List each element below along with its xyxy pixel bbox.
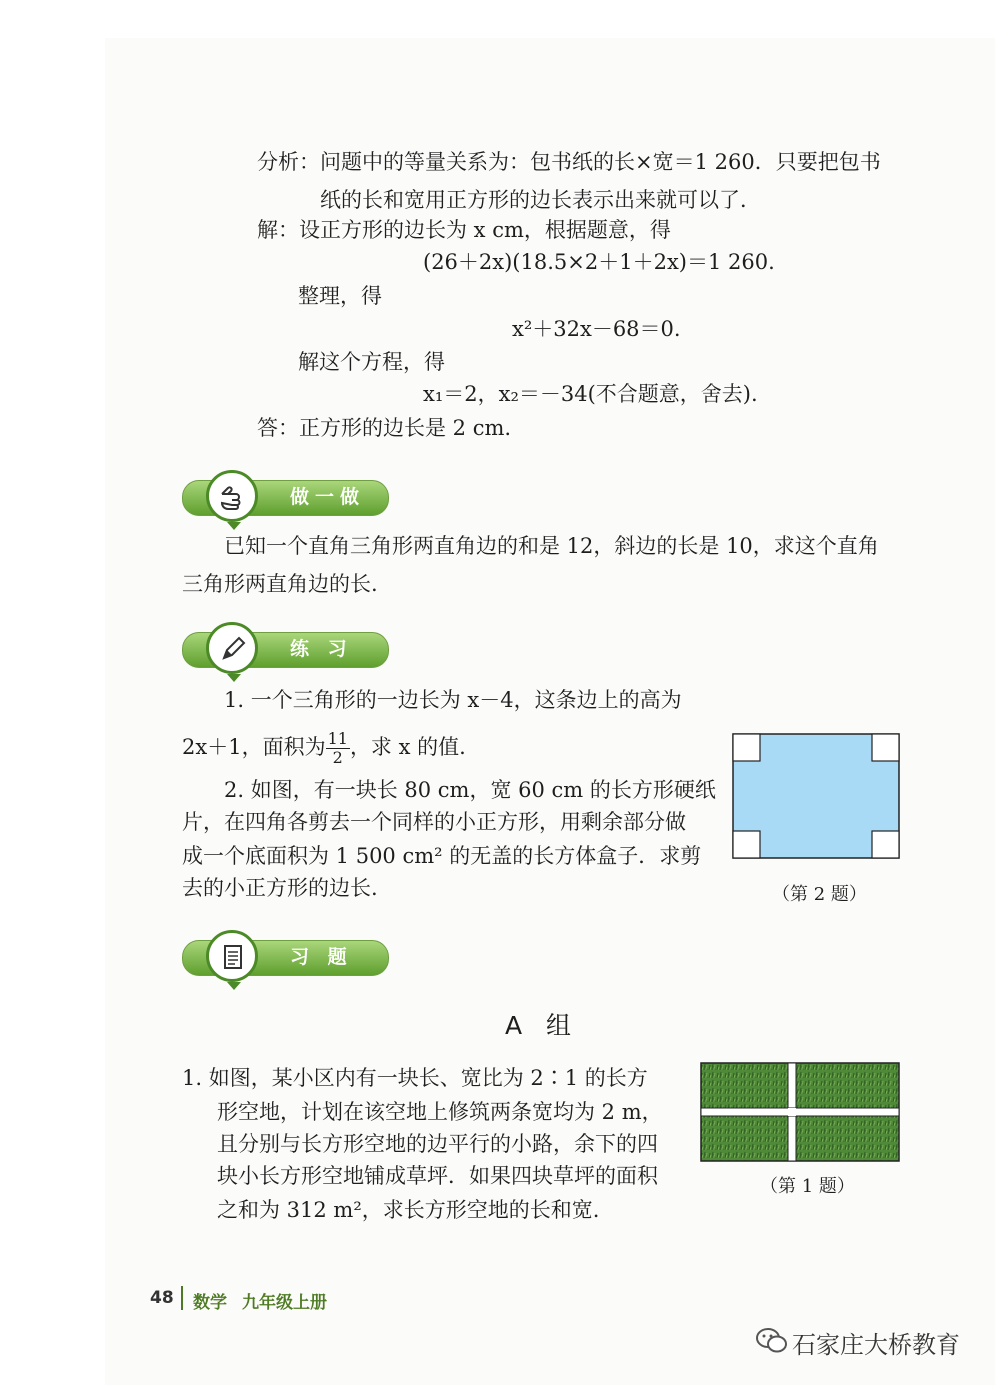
banner-notch xyxy=(227,674,241,682)
figure-2-caption: （第 2 题） xyxy=(772,884,867,905)
figure-1-caption: （第 1 题） xyxy=(760,1176,855,1197)
notepad-icon xyxy=(206,930,258,982)
do-task-line-2: 三角形两直角边的长. xyxy=(182,572,378,596)
fraction-denominator: 2 xyxy=(332,748,343,767)
fraction-numerator: 11 xyxy=(327,729,348,748)
equation-2: x²＋32x－68＝0. xyxy=(512,317,681,341)
group-a-q1-line-5: 之和为 312 m²，求长方形空地的长和宽. xyxy=(217,1198,600,1222)
corner-square xyxy=(872,734,899,761)
corner-square xyxy=(733,734,760,761)
solution-answer: 答：正方形的边长是 2 cm. xyxy=(257,416,512,440)
solution-intro: 解：设正方形的边长为 x cm，根据题意，得 xyxy=(257,218,671,242)
path-cross xyxy=(788,1108,796,1116)
hand-icon xyxy=(206,470,258,522)
banner-label: 练 习 xyxy=(290,638,353,660)
practice-q1-text-a: 2x＋1，面积为 xyxy=(182,735,326,759)
footer-divider xyxy=(181,1286,183,1310)
analysis-line-1: 分析：问题中的等量关系为：包书纸的长×宽＝1 260．只要把包书 xyxy=(257,150,881,174)
practice-q2-line-4: 去的小正方形的边长. xyxy=(182,876,378,900)
practice-q2-line-3: 成一个底面积为 1 500 cm² 的无盖的长方体盒子．求剪 xyxy=(182,844,702,868)
fraction xyxy=(326,730,350,767)
horizontal-path xyxy=(701,1108,899,1116)
banner-exercises xyxy=(182,930,392,992)
banner-notch xyxy=(227,982,241,990)
practice-q1-text-b: ，求 x 的值. xyxy=(349,735,466,759)
corner-square xyxy=(733,831,760,858)
equation-3: x₁＝2，x₂＝－34(不合题意，舍去). xyxy=(423,382,758,406)
group-a-title: A 组 xyxy=(505,1011,580,1040)
solution-step-2: 解这个方程，得 xyxy=(298,350,445,374)
banner-do xyxy=(182,470,392,532)
banner-label: 习 题 xyxy=(290,946,353,968)
equation-1: (26＋2x)(18.5×2＋1＋2x)＝1 260. xyxy=(423,250,775,274)
lawn-figure xyxy=(700,1062,900,1162)
group-a-q1-line-4: 块小长方形空地铺成草坪．如果四块草坪的面积 xyxy=(217,1164,658,1188)
group-a-q1-line-3: 且分别与长方形空地的边平行的小路，余下的四 xyxy=(217,1132,658,1156)
banner-notch xyxy=(227,522,241,530)
watermark-text: 石家庄大桥教育 xyxy=(792,1331,960,1359)
banner-label: 做一做 xyxy=(290,486,366,508)
analysis-line-2: 纸的长和宽用正方形的边长表示出来就可以了． xyxy=(320,188,761,212)
cardboard-figure xyxy=(732,733,900,859)
solution-step-1: 整理，得 xyxy=(298,284,382,308)
practice-q2-line-1: 2. 如图，有一块长 80 cm，宽 60 cm 的长方形硬纸 xyxy=(224,778,716,802)
practice-q2-line-2: 片，在四角各剪去一个同样的小正方形，用剩余部分做 xyxy=(182,810,686,834)
footer-grade: 九年级上册 xyxy=(242,1293,327,1313)
do-task-line-1: 已知一个直角三角形两直角边的和是 12，斜边的长是 10，求这个直角 xyxy=(224,534,879,558)
banner-practice xyxy=(182,622,392,684)
practice-q1-line-2 xyxy=(182,730,466,767)
practice-q1-line-1: 1. 一个三角形的一边长为 x－4，这条边上的高为 xyxy=(224,688,682,712)
page-number: 48 xyxy=(150,1288,174,1308)
group-a-q1-line-2: 形空地，计划在该空地上修筑两条宽均为 2 m， xyxy=(217,1100,663,1124)
pencil-icon xyxy=(206,622,258,674)
wechat-icon xyxy=(755,1326,789,1356)
footer-subject: 数学 xyxy=(193,1293,227,1313)
corner-square xyxy=(872,831,899,858)
group-a-q1-line-1: 1. 如图，某小区内有一块长、宽比为 2∶1 的长方 xyxy=(182,1066,648,1090)
